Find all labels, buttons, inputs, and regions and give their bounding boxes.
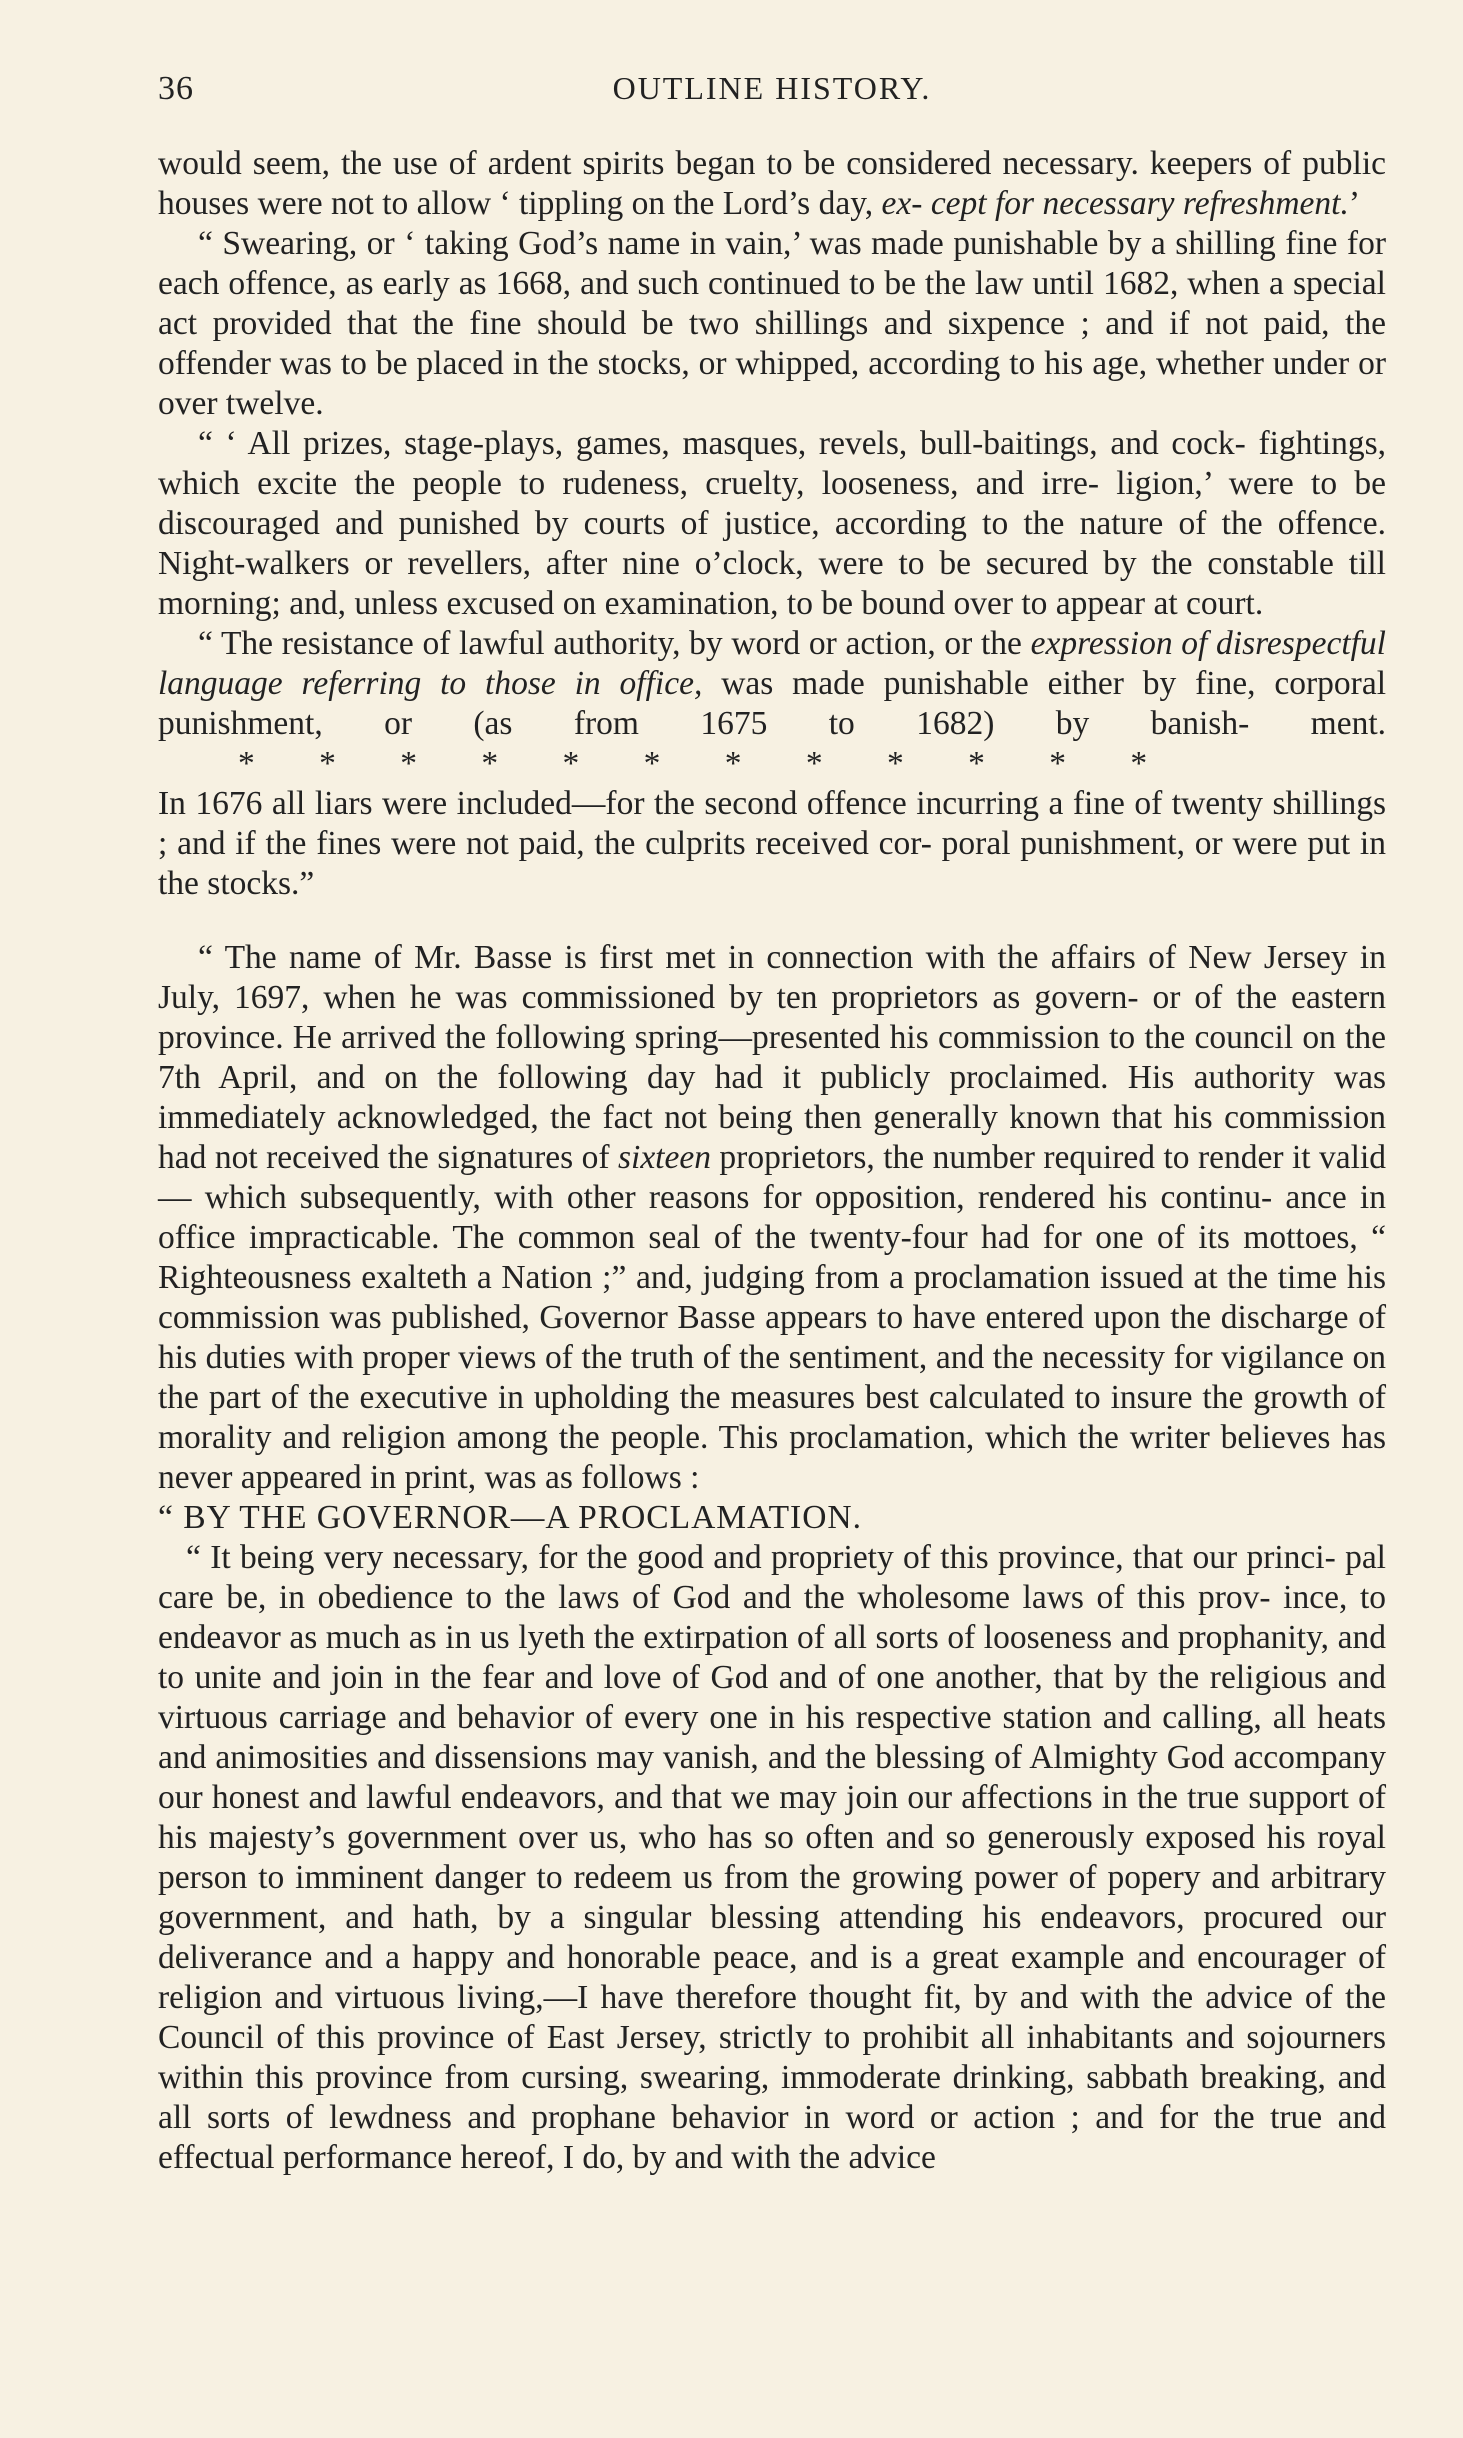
paragraph-basse: “ The name of Mr. Basse is first met in connection with the affairs of New Jersey in July, 1697, when he was commissioned by ten proprietors as govern- or of the eastern province. He arrived the following spring—presented his commission to the council on the 7th April, and on the following day had it publicly proclaimed. His authority was immediately acknowledged, the fact not being then generally known that his commission had not received the signatures of sixteen proprietors, the number required to render it valid— which subsequently, with other reasons for opposition, rendered his continu- ance in office impracticable. The common seal of the twenty-four had for one of its mottoes, “ Righteousness exalteth a Nation ;” and, judging from a proclamation issued at the time his commission was published, Governor Basse appears to have entered upon the discharge of his duties with proper views of the truth of the sentiment, and the necessity for vigilance on the part of the executive in upholding the measures best calculated to insure the growth of morality and religion among the people. This proclamation, which the writer believes has never appeared in print, was as follows : xyxy=(158,939,1386,1496)
paragraph-ardent-spirits: would seem, the use of ardent spirits began to be considered necessary. keepers of public houses were not to allow ‘ tippling on the Lord’s day, ex- cept for necessary refreshment.’ xyxy=(158,145,1386,222)
running-title: OUTLINE HISTORY. xyxy=(612,70,932,106)
section-gap xyxy=(158,904,1386,938)
italic-phrase: expression of disrespectful language referring to those in office, xyxy=(158,625,1386,702)
paragraph-resistance: “ The resistance of lawful authority, by word or action, or the expression of disrespectful language referring to those in office, was made punishable either by fine, corporal punishment, or (as from 1675 to 1682) by banish- ment.* * * * * * * * * * * * xyxy=(158,625,1387,782)
paragraph-liars: In 1676 all liars were included—for the second offence incurring a fine of twenty shillings ; and if the fines were not paid, the culprits received cor- poral punishment, or were put in the stocks.” xyxy=(158,785,1386,902)
paragraph-prizes: “ ‘ All prizes, stage-plays, games, masques, revels, bull-baitings, and cock- fightings, which excite the people to rudeness, cruelty, looseness, and irre- ligion,’ were to be discouraged and punished by courts of justice, according to the nature of the offence. Night-walkers or revellers, after nine o’clock, were to be secured by the constable till morning; and, unless excused on examination, to be bound over to appear at court. xyxy=(158,425,1386,622)
ellipsis-stars: * * * * * * * * * * * * xyxy=(238,745,1148,782)
proclamation-heading: “ BY THE GOVERNOR—A PROCLAMATION. xyxy=(158,1499,862,1536)
italic-phrase: ex- cept for necessary refreshment. xyxy=(881,185,1349,222)
page-header xyxy=(158,60,1386,120)
paragraph-swearing: “ Swearing, or ‘ taking God’s name in vain,’ was made punishable by a shilling fine for each offence, as early as 1668, and such continued to be the law until 1682, when a special act provided that the fine should be two shillings and sixpence ; and if not paid, the offender was to be placed in the stocks, or whipped, according to his age, whether under or over twelve. xyxy=(158,225,1386,422)
body-text xyxy=(158,144,1386,2178)
book-page xyxy=(158,60,1386,2178)
proclamation-text: “ It being very necessary, for the good and propriety of this province, that our princi- pal care be, in obedience to the laws of God and the wholesome laws of this prov- ince, to endeavor as much as in us lyeth the extirpation of all sorts of looseness and prophanity, and to unite and join in the fear and love of God and of one another, that by the religious and virtuous carriage and behavior of every one in his respective station and calling, all heats and animosities and dissensions may vanish, and the blessing of Almighty God accompany our honest and lawful endeavors, and that we may join our affections in the true support of his majesty’s government over us, who has so often and so generously exposed his royal person to imminent danger to redeem us from the growing power of popery and arbitrary government, and hath, by a singular blessing attending his endeavors, procured our deliverance and a happy and honorable peace, and is a great example and encourager of religion and virtuous living,—I have therefore thought fit, by and with the advice of the Council of this province of East Jersey, strictly to prohibit all inhabitants and sojourners within this province from cursing, swearing, immoderate drinking, sabbath breaking, and all sorts of lewdness and prophane behavior in word or action ; and for the true and effectual performance hereof, I do, by and with the advice xyxy=(158,1539,1386,2176)
page-number: 36 xyxy=(158,70,194,107)
italic-word: sixteen xyxy=(617,1139,711,1176)
